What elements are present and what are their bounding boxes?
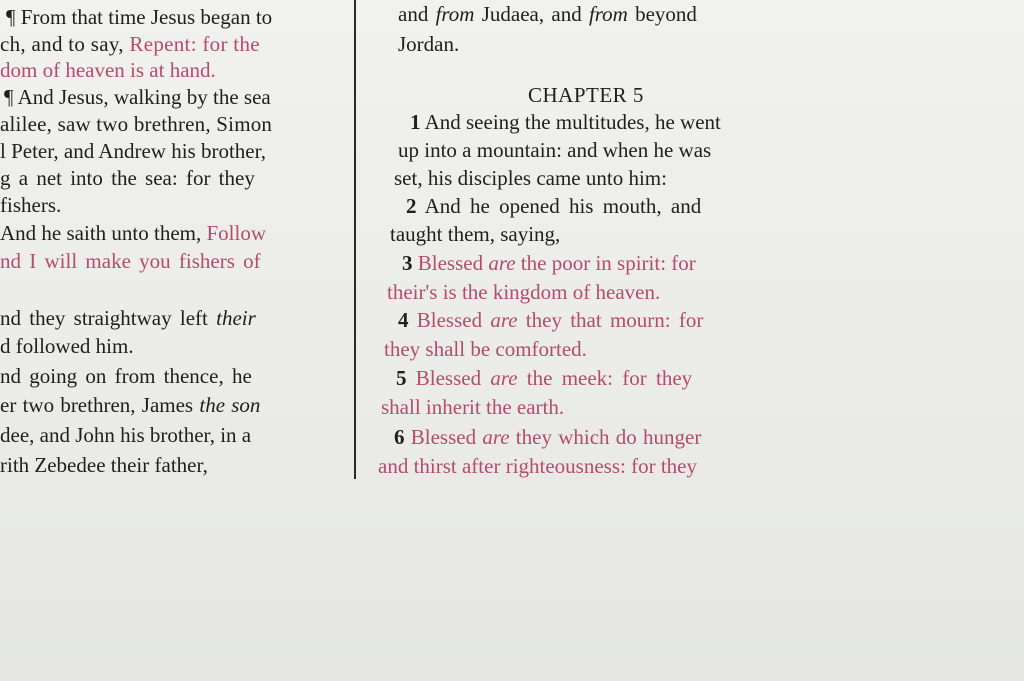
red-letter-text: Blessed: [406, 366, 491, 390]
right-line-verse-5a: [396, 366, 692, 390]
text-run: up into a mountain: and when he was: [398, 138, 712, 162]
text-run: their: [216, 306, 256, 330]
text-run: fishers.: [0, 193, 62, 217]
column-divider: [354, 0, 356, 479]
text-run: nd going on from thence, he: [0, 364, 252, 388]
right-line-1: [398, 2, 697, 26]
right-line-verse-6a: [394, 425, 701, 449]
right-line-verse-5b: [381, 395, 564, 419]
red-letter-text: they that mourn: for: [517, 308, 704, 332]
right-line-verse-3a: [402, 251, 696, 275]
text-run: and: [398, 2, 436, 26]
right-line-verse-4b: [384, 337, 587, 361]
left-line-14: [0, 364, 252, 388]
red-letter-text: Follow: [206, 221, 266, 245]
text-run: from: [435, 2, 475, 26]
chapter-heading: CHAPTER 5: [528, 83, 644, 107]
text-run: er two brethren, James: [0, 393, 200, 417]
left-line-2: [0, 32, 260, 56]
left-line-15: [0, 393, 260, 417]
text-run: And seeing the multitudes, he went: [420, 110, 721, 134]
left-line-9: [0, 221, 266, 245]
text-run: ¶ From that time Jesus began to: [6, 5, 273, 29]
red-letter-text: are: [490, 366, 518, 390]
text-run: And he saith unto them,: [0, 221, 207, 245]
verse-number: 6: [394, 425, 405, 449]
text-run: d followed him.: [0, 334, 134, 358]
text-run: set, his disciples came unto him:: [394, 166, 667, 190]
left-line-4: [4, 85, 271, 109]
verse-number: 1: [410, 110, 421, 134]
verse-number: 3: [402, 251, 413, 275]
right-line-verse-4a: [398, 308, 703, 332]
right-line-verse-1b: [398, 138, 711, 162]
right-line-verse-3b: [387, 280, 660, 304]
right-line-verse-2a: [406, 194, 701, 218]
text-run: alilee, saw two brethren, Simon: [0, 112, 273, 136]
left-line-7: [0, 166, 255, 190]
red-letter-text: the poor in spirit: for: [515, 251, 696, 275]
red-letter-text: they shall be comforted.: [384, 337, 587, 361]
left-line-8: [0, 193, 61, 217]
red-letter-text: dom of heaven is at hand.: [0, 58, 216, 82]
right-line-verse-6b: [378, 454, 697, 478]
left-line-1: [6, 5, 272, 29]
text-run: And he opened his mouth, and: [416, 194, 702, 218]
red-letter-text: Repent: for the: [129, 32, 260, 56]
red-letter-text: are: [482, 425, 510, 449]
text-run: beyond: [627, 2, 697, 26]
text-run: the son: [199, 393, 261, 417]
verse-number: 4: [398, 308, 409, 332]
left-line-12: [0, 306, 256, 330]
right-line-verse-1a: [410, 110, 721, 134]
red-letter-text: Blessed: [408, 308, 491, 332]
left-line-6: [0, 139, 266, 163]
right-line-2: [398, 32, 459, 56]
red-letter-text: shall inherit the earth.: [381, 395, 565, 419]
text-run: nd they straightway left: [0, 306, 217, 330]
text-run: l Peter, and Andrew his brother,: [0, 139, 267, 163]
left-line-3: [0, 58, 216, 82]
verse-number: 2: [406, 194, 417, 218]
verse-number: 5: [396, 366, 407, 390]
text-run: Judaea, and: [474, 2, 589, 26]
left-line-13: [0, 334, 134, 358]
text-run: ¶ And Jesus, walking by the sea: [4, 85, 271, 109]
red-letter-text: nd I will make you fishers of: [0, 249, 261, 273]
red-letter-text: their's is the kingdom of heaven.: [387, 280, 661, 304]
left-line-16: [0, 423, 251, 447]
text-run: dee, and John his brother, in a: [0, 423, 252, 447]
red-letter-text: Blessed: [412, 251, 489, 275]
text-run: from: [588, 2, 628, 26]
text-run: g a net into the sea: for they: [0, 166, 255, 190]
left-line-10: [0, 249, 261, 273]
red-letter-text: are: [490, 308, 518, 332]
red-letter-text: they which do hunger: [509, 425, 702, 449]
red-letter-text: and thirst after righteousness: for they: [378, 454, 697, 478]
text-run: taught them, saying,: [390, 222, 561, 246]
red-letter-text: Blessed: [404, 425, 483, 449]
text-run: rith Zebedee their father,: [0, 453, 208, 477]
text-run: ch, and to say,: [0, 32, 130, 56]
red-letter-text: are: [488, 251, 516, 275]
text-run: Jordan.: [398, 32, 460, 56]
left-line-17: [0, 453, 208, 477]
red-letter-text: the meek: for they: [517, 366, 693, 390]
right-line-verse-1c: [394, 166, 667, 190]
right-line-verse-2b: [390, 222, 560, 246]
left-line-5: [0, 112, 272, 136]
